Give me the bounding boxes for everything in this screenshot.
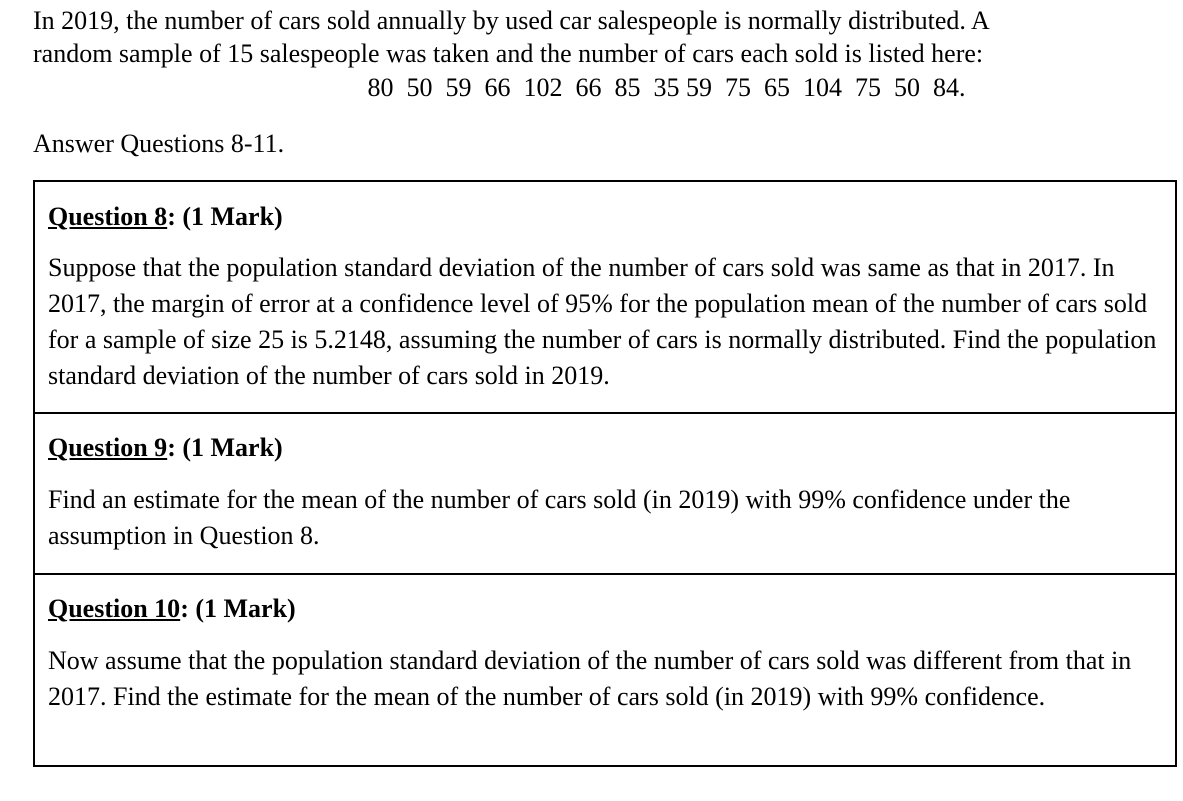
question-9-section <box>35 412 1175 574</box>
question-8-body: Suppose that the population standard deviation of the number of cars sold was same as that in 2017. In 2017, the margin of error at a confidence level of 95% for the population mean of the number of cars sold for a sample of size 25 is 5.2148, assuming the number of cars is normally distributed. Find the population standard deviation of the number of cars sold in 2019. <box>48 253 1157 390</box>
question-9-marks: (1 Mark) <box>175 433 283 462</box>
question-10-label: Question 10 <box>48 594 181 623</box>
question-10-heading <box>48 592 1163 625</box>
sample-data-values: 80 50 59 66 102 66 85 35 59 75 65 104 75 50 84. <box>367 73 966 102</box>
question-10-colon: : <box>180 594 189 623</box>
questions-box <box>33 180 1177 767</box>
question-9-colon: : <box>167 433 176 462</box>
question-8-heading <box>48 200 1163 233</box>
intro-line-2: random sample of 15 salespeople was taken and the number of cars each sold is listed here: <box>33 39 984 68</box>
question-9-heading <box>48 431 1163 464</box>
question-10-section <box>35 573 1175 715</box>
question-10-marks: (1 Mark) <box>188 594 296 623</box>
problem-intro <box>33 4 1178 70</box>
answer-instruction: Answer Questions 8-11. <box>33 129 285 158</box>
intro-line-1: In 2019, the number of cars sold annually by used car salespeople is normally distributed. A <box>33 6 990 35</box>
question-9-body: Find an estimate for the mean of the number of cars sold (in 2019) with 99% confidence under the assumption in Question 8. <box>48 485 1071 550</box>
question-8-section <box>35 200 1175 394</box>
question-8-marks: (1 Mark) <box>175 202 283 231</box>
question-9-label: Question 9 <box>48 433 168 462</box>
question-8-label: Question 8 <box>48 202 168 231</box>
question-8-colon: : <box>167 202 176 231</box>
question-10-body: Now assume that the population standard deviation of the number of cars sold was different from that in 2017. Find the estimate for the mean of the number of cars sold (in 2019) with 99% confidence. <box>48 646 1132 711</box>
